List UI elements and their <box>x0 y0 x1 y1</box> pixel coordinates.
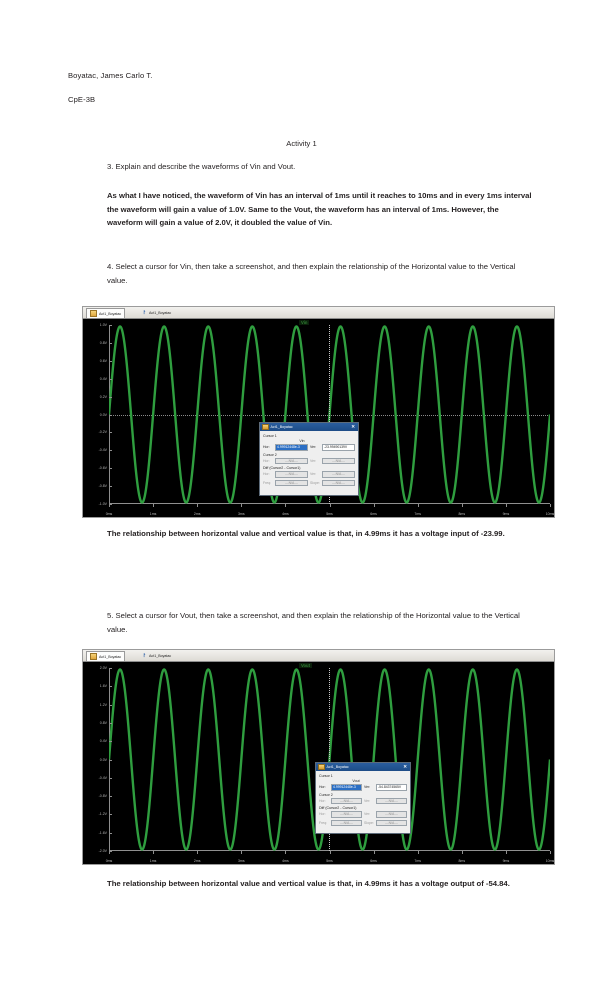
scope2-series-label: Vout <box>301 663 310 668</box>
y-tick-mark <box>109 760 112 761</box>
x-tick-label: 9ms <box>502 512 510 516</box>
scope1-slope-value: ---N/A--- <box>322 480 355 487</box>
scope2-slope-value: ---N/A--- <box>376 820 407 827</box>
x-tick-label: 8ms <box>458 859 466 863</box>
probe-icon: ↾ <box>142 652 147 659</box>
x-tick-mark <box>462 851 463 854</box>
x-tick-label: 9ms <box>502 859 510 863</box>
scope2-slope-label: Slope: <box>364 820 374 825</box>
caption-1: The relationship between horizontal value and vertical value is that, in 4.99ms it has a voltage input of -23.99. <box>107 529 505 538</box>
y-tick-mark <box>109 432 112 433</box>
scope2-hor-label: Hor: <box>319 785 326 790</box>
scope1-tab-2-label: Act1_Boyatac <box>149 311 172 315</box>
scope1-c2-hor-label: Hor: <box>263 458 270 463</box>
x-tick-label: 1ms <box>149 859 157 863</box>
y-tick-mark <box>109 343 112 344</box>
y-tick-mark <box>109 741 112 742</box>
y-tick-label: -0.4V <box>98 775 107 780</box>
x-tick-mark <box>550 851 551 854</box>
y-tick-label: -1.6V <box>98 830 107 835</box>
x-tick-mark <box>241 851 242 854</box>
y-tick-label: 0.0V <box>99 757 107 762</box>
scope2-cursor2-row <box>319 798 407 805</box>
scope1-channel-label: Vin <box>299 439 305 443</box>
sheet-icon <box>318 764 325 771</box>
x-tick-mark <box>462 504 463 507</box>
scope1-diff-row-2 <box>263 480 355 487</box>
scope1-tab-1[interactable] <box>86 308 125 318</box>
student-name: Boyatac, James Carlo T. <box>68 71 153 80</box>
x-tick-mark <box>109 504 110 507</box>
x-tick-label: 10ms <box>545 512 555 516</box>
y-tick-mark <box>109 325 112 326</box>
scope2-tabbar <box>83 650 554 662</box>
y-tick-label: 0.4V <box>99 739 107 744</box>
scope1-d-hor-label: Hor: <box>263 472 270 477</box>
x-tick-label: 0ms <box>105 859 113 863</box>
scope1-tab-1-label: Act1_Boyatac <box>99 311 122 316</box>
y-tick-label: 0.2V <box>99 394 107 399</box>
x-tick-mark <box>285 851 286 854</box>
scope1-cursor2-label: Cursor 2 <box>263 452 277 457</box>
y-tick-mark <box>109 723 112 724</box>
scope1-tab-2[interactable] <box>139 308 174 318</box>
y-tick-label: -0.8V <box>98 484 107 489</box>
x-tick-mark <box>197 851 198 854</box>
scope2-c2-ver-value: ---N/A--- <box>376 798 407 805</box>
scope1-dialog-body <box>260 431 358 490</box>
y-tick-mark <box>109 379 112 380</box>
x-tick-label: 5ms <box>326 512 333 516</box>
scope2-channel-label: Vout <box>352 779 360 783</box>
question-4: 4. Select a cursor for Vin, then take a screenshot, and then explain the relationship of the Horizontal value to the Vertical value. <box>107 262 516 285</box>
y-tick-label: -0.4V <box>98 448 107 453</box>
x-tick-mark <box>285 504 286 507</box>
x-tick-mark <box>506 504 507 507</box>
scope2-c2-hor-label: Hor: <box>319 798 326 803</box>
question-3: 3. Explain and describe the waveforms of Vin and Vout. <box>107 162 296 171</box>
x-tick-label: 7ms <box>414 512 421 516</box>
y-tick-label: -2.0V <box>98 849 107 853</box>
x-tick-mark <box>109 851 110 854</box>
scope2-dialog-title: Act1_Boyatac <box>326 765 349 769</box>
student-section: CpE-3B <box>68 95 96 104</box>
x-tick-label: 6ms <box>370 859 377 863</box>
y-tick-mark <box>109 486 112 487</box>
x-tick-label: 6ms <box>370 512 377 516</box>
x-tick-mark <box>330 851 331 854</box>
y-tick-label: 1.2V <box>99 702 107 707</box>
x-tick-mark <box>153 504 154 507</box>
close-icon[interactable]: ✕ <box>403 763 407 769</box>
question-5: 5. Select a cursor for Vout, then take a screenshot, and then explain the relationship of the Horizontal value to the Vertical value. <box>107 611 520 634</box>
y-tick-mark <box>109 705 112 706</box>
scope2-diff-row-1 <box>319 811 407 818</box>
x-tick-label: 5ms <box>326 859 333 863</box>
scope2-diff-row-2 <box>319 820 407 827</box>
y-tick-mark <box>109 450 112 451</box>
scope1-hor-label: Hor: <box>263 445 270 450</box>
x-tick-mark <box>418 851 419 854</box>
scope2-freq-label: Freq: <box>319 820 328 825</box>
x-tick-mark <box>374 504 375 507</box>
scope1-cursor1-row <box>263 444 355 451</box>
y-tick-label: -1.0V <box>98 502 107 506</box>
scope2-dialog-body <box>316 771 410 830</box>
scope2-d-hor-value: ---N/A--- <box>331 811 362 818</box>
probe-icon: ↾ <box>142 309 147 316</box>
x-tick-label: 4ms <box>282 512 289 516</box>
sheet-icon <box>262 424 269 431</box>
x-tick-mark <box>330 504 331 507</box>
scope2-tab-2-label: Act1_Boyatac <box>149 654 172 658</box>
y-tick-label: -0.6V <box>98 466 107 471</box>
scope2-d-ver-value: ---N/A--- <box>376 811 407 818</box>
scope1-hor-value[interactable]: 4.99912448e-3 <box>275 444 308 451</box>
y-tick-label: 0.6V <box>99 358 107 363</box>
y-tick-mark <box>109 833 112 834</box>
x-tick-mark <box>418 504 419 507</box>
x-tick-mark <box>506 851 507 854</box>
sheet-icon <box>90 653 97 660</box>
y-tick-label: -0.2V <box>98 430 107 435</box>
scope-screenshot-vin <box>82 306 555 518</box>
scope2-cursor1-label: Cursor 1 <box>319 774 333 778</box>
y-tick-mark <box>109 778 112 779</box>
x-tick-label: 3ms <box>237 859 245 863</box>
x-tick-mark <box>241 504 242 507</box>
scope2-cursor-dialog[interactable] <box>315 762 411 834</box>
y-tick-label: -1.2V <box>98 812 107 817</box>
scope2-cursor1-row <box>319 784 407 791</box>
y-tick-mark <box>109 686 112 687</box>
scope1-d-ver-value: ---N/A--- <box>322 471 355 478</box>
y-tick-mark <box>109 796 112 797</box>
x-tick-label: 4ms <box>282 859 289 863</box>
scope1-c2-ver-label: Ver: <box>310 458 317 463</box>
scope1-c2-ver-value: ---N/A--- <box>322 458 355 465</box>
page-title: Activity 1 <box>286 139 317 148</box>
x-tick-label: 7ms <box>414 859 421 863</box>
y-tick-mark <box>109 668 112 669</box>
y-tick-label: 1.0V <box>99 323 107 327</box>
scope2-cursor2-label: Cursor 2 <box>319 792 333 797</box>
scope2-d-ver-label: Ver: <box>364 812 371 817</box>
scope1-ver-label: Ver: <box>310 445 317 450</box>
close-icon[interactable]: ✕ <box>351 423 355 429</box>
y-tick-mark <box>109 361 112 362</box>
x-tick-label: 2ms <box>193 859 201 863</box>
x-tick-label: 3ms <box>237 512 245 516</box>
x-tick-mark <box>197 504 198 507</box>
scope2-plot <box>83 662 554 865</box>
scope1-tabbar <box>83 307 554 319</box>
y-tick-label: 0.4V <box>99 376 107 381</box>
scope2-tab-1[interactable] <box>86 651 125 661</box>
answer-3: As what I have noticed, the waveform of Vin has an interval of 1ms until it reaches to 10ms and in every 1ms interval the waveform will gain a value of 1.0V. Same to the Vout, the waveform has an interval of 1ms. However, the waveform will gain a value of 2.0V, it doubled the value of Vin. <box>107 191 532 228</box>
x-tick-label: 10ms <box>545 859 555 863</box>
scope1-slope-label: Slope: <box>310 480 320 485</box>
scope1-diff-label: Diff (Cursor2 - Cursor1) <box>263 466 301 470</box>
caption-2: The relationship between horizontal value and vertical value is that, in 4.99ms it has a voltage output of -54.84. <box>107 879 510 888</box>
x-tick-mark <box>153 851 154 854</box>
scope2-tab-1-label: Act1_Boyatac <box>99 654 122 659</box>
scope1-d-ver-label: Ver: <box>310 472 317 477</box>
scope2-freq-value: ---N/A--- <box>331 820 362 827</box>
scope2-dialog-titlebar[interactable] <box>316 763 410 771</box>
sheet-icon <box>90 310 97 317</box>
scope1-d-hor-value: ---N/A--- <box>275 471 308 478</box>
scope1-freq-label: Freq: <box>263 480 272 485</box>
scope1-cursor2-row <box>263 458 355 465</box>
scope1-freq-value: ---N/A--- <box>275 480 308 487</box>
scope2-d-hor-label: Hor: <box>319 812 326 817</box>
scope1-dialog-title: Act1_Boyatac <box>270 425 293 429</box>
y-tick-label: -0.8V <box>98 794 107 799</box>
y-tick-label: 0.0V <box>99 412 107 417</box>
y-tick-label: 2.0V <box>99 666 107 670</box>
y-tick-mark <box>109 397 112 398</box>
scope2-c2-ver-label: Ver: <box>364 798 371 803</box>
scope2-tab-2[interactable] <box>139 651 174 661</box>
scope2-hor-value[interactable]: 4.99912448e-3 <box>331 784 362 791</box>
scope1-cursor-dialog[interactable] <box>259 422 359 496</box>
y-tick-label: 1.6V <box>99 684 107 689</box>
scope1-dialog-titlebar[interactable] <box>260 423 358 431</box>
scope2-c2-hor-value: ---N/A--- <box>331 798 362 805</box>
scope-screenshot-vout <box>82 649 555 865</box>
scope1-series-label: Vin <box>301 320 308 325</box>
scope1-ver-value[interactable]: -23.99490139V <box>322 444 355 451</box>
x-tick-mark <box>550 504 551 507</box>
x-tick-mark <box>374 851 375 854</box>
scope2-ver-label: Ver: <box>364 785 371 790</box>
y-tick-mark <box>109 468 112 469</box>
x-tick-label: 8ms <box>458 512 466 516</box>
y-tick-mark <box>109 415 112 416</box>
y-tick-label: 0.8V <box>99 720 107 725</box>
scope2-diff-label: Diff (Cursor2 - Cursor1) <box>319 806 357 810</box>
scope1-c2-hor-value: ---N/A--- <box>275 458 308 465</box>
x-tick-label: 1ms <box>149 512 157 516</box>
scope1-cursor1-label: Cursor 1 <box>263 434 277 438</box>
x-tick-label: 0ms <box>105 512 113 516</box>
y-tick-mark <box>109 814 112 815</box>
x-tick-label: 2ms <box>193 512 201 516</box>
scope1-plot <box>83 319 554 518</box>
scope1-diff-row-1 <box>263 471 355 478</box>
y-tick-label: 0.8V <box>99 340 107 345</box>
scope2-ver-value[interactable]: -54.84374565V <box>376 784 407 791</box>
